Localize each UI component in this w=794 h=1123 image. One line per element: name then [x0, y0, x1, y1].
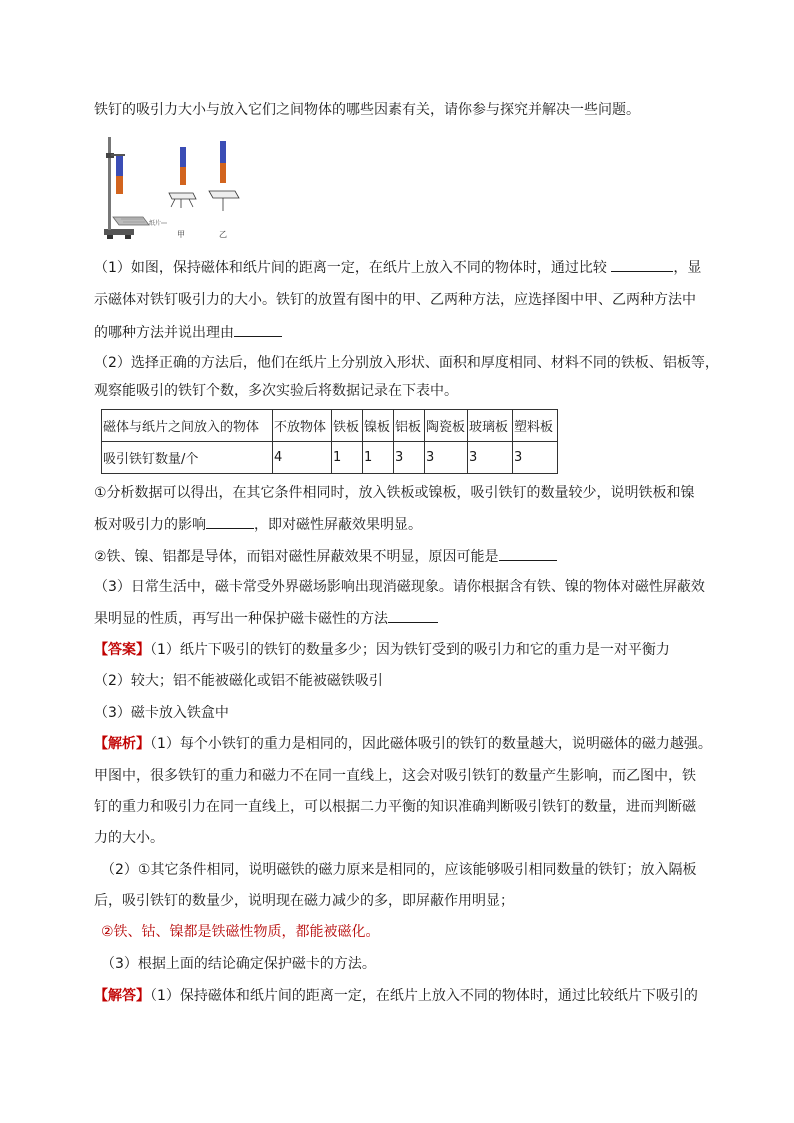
table-cell: 铝板	[394, 410, 425, 442]
label-jia: 甲	[177, 230, 185, 239]
q1-line3: 的哪种方法并说出理由	[94, 322, 282, 343]
magnet-stand	[116, 156, 123, 176]
answer-blank-4[interactable]	[499, 546, 557, 561]
solution-line1: 【解答】（1）保持磁体和纸片间的距离一定，在纸片上放入不同的物体时，通过比较纸片下吸引的	[94, 988, 698, 1004]
table-cell: 4	[273, 442, 332, 474]
intro-text: 铁钉的吸引力大小与放入它们之间物体的哪些因素有关，请你参与探究并解决一些问题。	[94, 102, 640, 118]
q3-line1: （3）日常生活中，磁卡常受外界磁场影响出现消磁现象。请你根据含有铁、镍的物体对磁性屏蔽效	[94, 579, 705, 595]
table-cell: 铁板	[332, 410, 363, 442]
q3-line2: 果明显的性质，再写出一种保护磁卡磁性的方法	[94, 608, 438, 629]
table-cell: 3	[394, 442, 425, 474]
table-cell: 磁体与纸片之间放入的物体	[102, 410, 273, 442]
experiment-figure	[101, 133, 261, 245]
table-cell: 1	[363, 442, 394, 474]
sub2-line: ②铁、镍、铝都是导体，而铝对磁性屏蔽效果不明显，原因可能是	[94, 546, 557, 567]
table-cell: 3	[468, 442, 513, 474]
solution-tag: 【解答】	[94, 988, 150, 1004]
table-cell: 1	[332, 442, 363, 474]
analysis-line7: ②铁、钴、镍都是铁磁性物质，都能被磁化。	[101, 924, 380, 940]
answer-blank-3[interactable]	[206, 514, 254, 529]
label-yi: 乙	[219, 230, 227, 239]
paper-jia	[169, 193, 196, 199]
answer-blank-1[interactable]	[611, 257, 673, 272]
analysis-line3: 钉的重力和吸引力在同一直线上，可以根据二力平衡的知识准确判断吸引铁钉的数量，进而判断磁	[94, 799, 696, 815]
analysis-line1: 【解析】（1）每个小铁钉的重力是相同的，因此磁体吸引的铁钉的数量越大，说明磁体的磁力越强。	[94, 736, 712, 752]
analysis-line6: 后，吸引铁钉的数量少，说明现在磁力减少的多，即屏蔽作用明显；	[94, 893, 514, 909]
answer-line3: （3）磁卡放入铁盒中	[94, 705, 229, 721]
analysis-line5: （2）①其它条件相同，说明磁铁的磁力原来是相同的，应该能够吸引相同数量的铁钉；放入隔板	[101, 862, 697, 878]
paper-yi	[209, 191, 239, 198]
table-cell: 3	[513, 442, 558, 474]
analysis-line4: 力的大小。	[94, 830, 164, 846]
table-cell: 吸引铁钉数量/个	[102, 442, 273, 474]
q2-line1: （2）选择正确的方法后，他们在纸片上分别放入形状、面积和厚度相同、材料不同的铁板、铝板等，	[94, 355, 719, 371]
q1-line1: （1）如图，保持磁体和纸片间的距离一定，在纸片上放入不同的物体时，通过比较 ，显	[94, 257, 701, 278]
q2-line2: 观察能吸引的铁钉个数，多次实验后将数据记录在下表中。	[94, 383, 458, 399]
table-cell: 陶瓷板	[425, 410, 468, 442]
answer-blank-2[interactable]	[234, 322, 282, 337]
q1-line2: 示磁体对铁钉吸引力的大小。铁钉的放置有图中的甲、乙两种方法，应选择图中甲、乙两种方法中	[94, 292, 696, 308]
table-row	[102, 442, 558, 474]
answer-line1: 【答案】（1）纸片下吸引的铁钉的数量多少；因为铁钉受到的吸引力和它的重力是一对平衡力	[94, 642, 670, 658]
answer-tag: 【答案】	[94, 642, 150, 658]
sub1-line2: 板对吸引力的影响 ，即对磁性屏蔽效果明显。	[94, 514, 422, 535]
analysis-line8: （3）根据上面的结论确定保护磁卡的方法。	[101, 956, 376, 972]
analysis-tag: 【解析】	[94, 736, 150, 752]
table-cell: 3	[425, 442, 468, 474]
table-cell: 不放物体	[273, 410, 332, 442]
answer-line2: （2）较大；铝不能被磁化或铝不能被磁铁吸引	[94, 673, 383, 689]
table-cell: 镍板	[363, 410, 394, 442]
paper-stand	[113, 217, 149, 225]
label-paper: 纸片	[149, 220, 162, 227]
data-table	[101, 409, 558, 474]
stand-rod	[108, 137, 111, 230]
table-cell: 玻璃板	[468, 410, 513, 442]
table-header-row	[102, 410, 558, 442]
magnet-jia	[180, 147, 186, 167]
answer-blank-5[interactable]	[388, 608, 438, 623]
analysis-line2: 甲图中，很多铁钉的重力和磁力不在同一直线上，这会对吸引铁钉的数量产生影响，而乙图中，铁	[94, 768, 696, 784]
sub1-line1: ①分析数据可以得出，在其它条件相同时，放入铁板或镍板，吸引铁钉的数量较少，说明铁板和镍	[94, 485, 695, 501]
table-cell: 塑料板	[513, 410, 558, 442]
magnet-yi	[220, 141, 226, 163]
